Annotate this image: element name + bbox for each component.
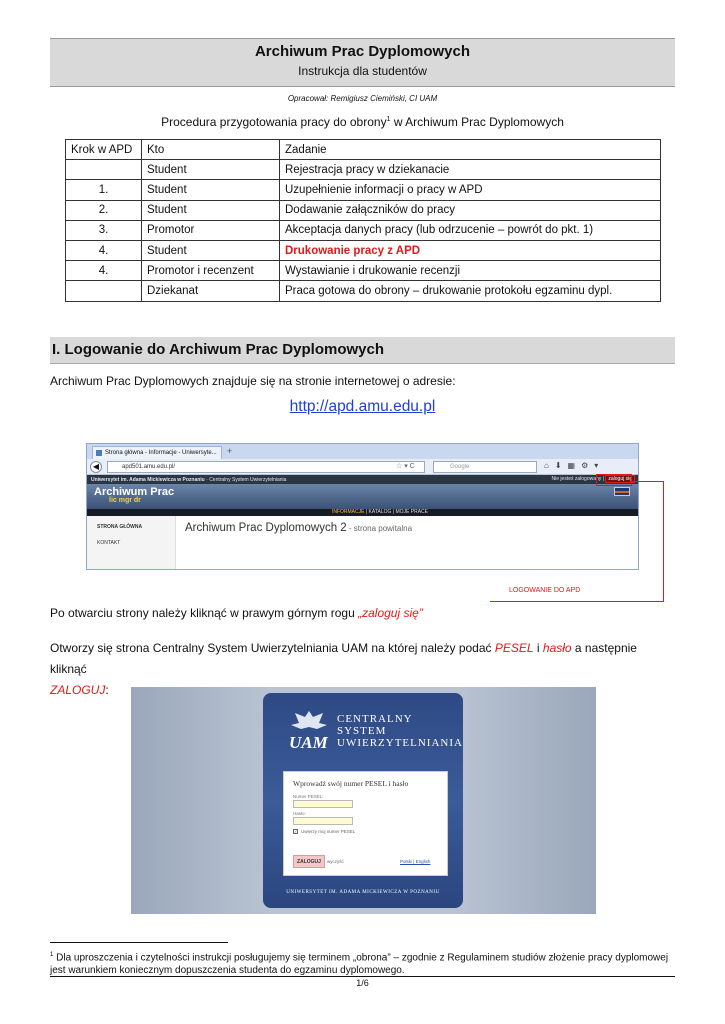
page-rule (50, 976, 675, 977)
step-cell: 1. (66, 180, 142, 200)
header-step: Krok w APD (66, 140, 142, 160)
cas-haslo: hasło (542, 641, 572, 655)
system-name: · Centralny System Uwierzytelniania (204, 477, 287, 483)
footnote-number: 1 (50, 952, 54, 958)
login-screenshot (131, 687, 596, 914)
clear-link[interactable]: wyczyść (327, 859, 344, 864)
table-row (66, 220, 661, 240)
who-cell: Promotor i recenzent (142, 261, 280, 281)
cas-text-1: Otworzy się strona Centralny System Uwierzytelniania UAM na której należy podać (50, 641, 495, 655)
page-number: 1/6 (356, 978, 369, 988)
cas-text-2: a następnie kliknąć (50, 641, 637, 676)
step-cell: 3. (66, 220, 142, 240)
zaloguj-button[interactable]: ZALOGUJ (293, 855, 325, 868)
step-cell (66, 160, 142, 180)
table-row (66, 261, 661, 281)
site-logo[interactable]: Archiwum Prac (94, 486, 175, 498)
who-cell: Student (142, 180, 280, 200)
main-title: Archiwum Prac Dyplomowych 2 (185, 522, 347, 534)
step-cell: 2. (66, 200, 142, 220)
task-cell: Uzupełnienie informacji o pracy w APD (280, 180, 661, 200)
password-label: Hasło: (293, 811, 306, 816)
uam-brand: UAM (289, 733, 328, 752)
footnote-ref[interactable]: 1 (386, 116, 391, 123)
browser-screenshot (86, 443, 639, 570)
apd-url-link[interactable]: http://apd.amu.edu.pl (289, 398, 436, 415)
browser-tab[interactable] (92, 446, 222, 459)
step-cell (66, 281, 142, 301)
annotation-line (490, 601, 664, 602)
remember-checkbox[interactable] (293, 829, 447, 834)
not-logged-text: Nie jesteś zalogowany | (551, 476, 606, 482)
task-cell: Rejestracja pracy w dziekanacie (280, 160, 661, 180)
task-cell: Wystawianie i drukowanie recenzji (280, 261, 661, 281)
language-links[interactable]: Polski | English (400, 859, 431, 864)
header-who: Kto (142, 140, 280, 160)
login-form (283, 771, 448, 876)
site-header (87, 484, 638, 509)
site-body (87, 516, 638, 570)
table-row (66, 281, 661, 301)
back-arrow-icon[interactable]: ◀ (90, 461, 102, 473)
section-heading: I. Logowanie do Archiwum Prac Dyplomowych (50, 337, 675, 364)
new-tab-icon[interactable]: + (227, 446, 233, 456)
cas-pesel: PESEL (494, 641, 534, 655)
procedure-text-after: w Archiwum Prac Dyplomowych (390, 115, 564, 129)
procedure-text: Procedura przygotowania pracy do obrony (161, 115, 387, 129)
toolbar-icons[interactable]: ⌂⬇▦⚙▾ (544, 461, 605, 470)
login-panel (263, 693, 463, 908)
who-cell: Student (142, 160, 280, 180)
cas-and: i (533, 641, 543, 655)
cas-title (337, 713, 463, 749)
click-text: Po otwarciu strony należy kliknąć w prawym górnym rogu (50, 606, 359, 620)
document-title: Archiwum Prac Dyplomowych (254, 43, 471, 60)
author-line: Opracował: Remigiusz Ciemiński, CI UAM (287, 94, 438, 103)
title-box (50, 38, 675, 87)
form-heading: Wprowadź swój numer PESEL i hasło (293, 779, 409, 788)
login-footer: UNIWERSYTET IM. ADAMA MICKIEWICZA W POZNANIU (286, 890, 440, 895)
address-bar[interactable]: apd501.amu.edu.pl/ (107, 461, 425, 473)
step-cell: 4. (66, 261, 142, 281)
table-row (66, 180, 661, 200)
step-cell: 4. (66, 240, 142, 260)
table-row (66, 240, 661, 260)
cas-title-line-1: CENTRALNY SYSTEM (337, 713, 413, 737)
cas-colon: : (105, 683, 109, 697)
pesel-label: Numer PESEL: (293, 794, 324, 799)
click-instruction (50, 603, 675, 624)
table-row (66, 200, 661, 220)
tab-title: Strona główna - Informacje - Uniwersyte... (105, 450, 217, 456)
cas-title-line-2: UWIERZYTELNIANIA (337, 737, 463, 749)
annotation-label: LOGOWANIE DO APD (509, 587, 581, 594)
who-cell: Dziekanat (142, 281, 280, 301)
document-subtitle: Instrukcja dla studentów (298, 64, 427, 78)
menu-informacje[interactable]: INFORMACJE (331, 509, 365, 515)
side-contact-link[interactable]: KONTAKT (97, 540, 121, 546)
browser-navbar (87, 459, 638, 475)
university-name: Uniwersytet im. Adama Mickiewicza w Poznaniu (91, 477, 205, 483)
who-cell: Student (142, 200, 280, 220)
footnote-text: Dla uproszczenia i czytelności instrukcji posługujemy się terminem „obrona” – zgodnie z Regulaminem studiów złożenie pracy dyplomowej jest warunkiem koniecznym dopuszczenia studenta do egzaminu dyplomowego. (50, 952, 669, 977)
task-cell: Dodawanie załączników do pracy (280, 200, 661, 220)
site-main-title (185, 522, 412, 534)
side-home-link[interactable]: STRONA GŁÓWNA (97, 524, 143, 530)
search-box[interactable]: Google (433, 461, 537, 473)
menu-rest[interactable]: | KATALOG | MOJE PRACE (364, 509, 428, 515)
steps-table (65, 139, 661, 302)
site-topbar (87, 475, 638, 484)
form-actions (293, 855, 344, 868)
favicon-icon (96, 450, 102, 456)
main-subtitle: - strona powitalna (346, 524, 413, 533)
who-cell: Student (142, 240, 280, 260)
pesel-input[interactable] (293, 800, 353, 808)
task-cell: Drukowanie pracy z APD (280, 240, 661, 260)
task-cell: Akceptacja danych pracy (lub odrzucenie – powrót do pkt. 1) (280, 220, 661, 240)
cas-zaloguj: ZALOGUJ (50, 683, 106, 697)
intro-paragraph: Archiwum Prac Dyplomowych znajduje się na stronie internetowej o adresie: (50, 374, 456, 388)
table-header-row (66, 140, 661, 160)
checkbox-icon[interactable]: ✓ (294, 829, 298, 835)
star-icon[interactable]: ☆ ▾ C (396, 463, 415, 470)
site-sidebar (87, 516, 176, 570)
task-cell: Praca gotowa do obrony – drukowanie protokołu egzaminu dypl. (280, 281, 661, 301)
annotation-line (663, 481, 664, 602)
annotation-line (630, 481, 663, 482)
table-row (66, 160, 661, 180)
uk-flag-icon[interactable] (614, 487, 630, 496)
annotation-highlight-box (596, 474, 632, 486)
browser-tabbar (87, 444, 638, 459)
footnote (50, 949, 675, 977)
click-link-text: „zaloguj się” (358, 606, 423, 620)
remember-label: Uwierzy moj numer PESEL (301, 829, 356, 834)
password-input[interactable] (293, 817, 353, 825)
procedure-heading (0, 115, 725, 129)
site-logo-sub: lic mgr dr (109, 497, 141, 504)
site-menu (87, 509, 638, 516)
who-cell: Promotor (142, 220, 280, 240)
header-task: Zadanie (280, 140, 661, 160)
footnote-rule (50, 942, 228, 943)
login-link[interactable]: zaloguj się (605, 475, 635, 483)
